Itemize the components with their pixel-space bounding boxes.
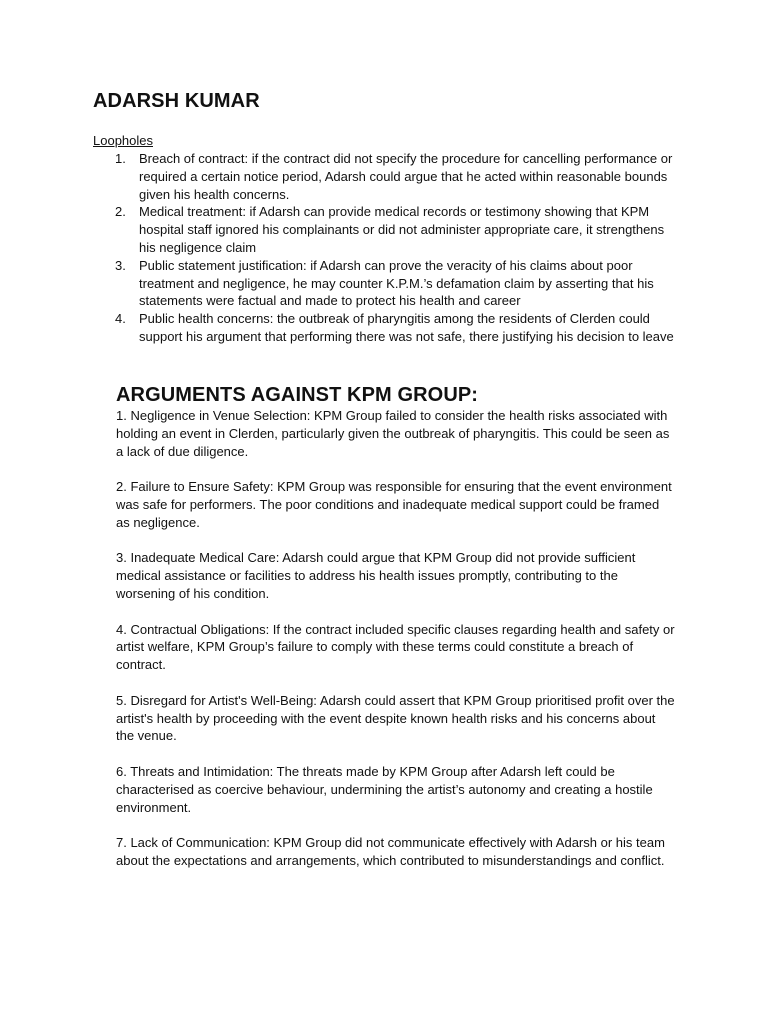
arguments-section xyxy=(116,407,676,888)
loophole-text: Breach of contract: if the contract did not specify the procedure for cancelling performance or required a certain notice period, Adarsh could argue that he acted within reasonable bounds given his health concerns. xyxy=(139,151,673,202)
argument-paragraph: 6. Threats and Intimidation: The threats made by KPM Group after Adarsh left could be characterised as coercive behaviour, undermining the artist’s autonomy and creating a hostile environment. xyxy=(116,763,653,815)
loophole-number: 1. xyxy=(115,151,126,166)
argument-paragraph: 7. Lack of Communication: KPM Group did not communicate effectively with Adarsh or his team about the expectations and arrangements, which contributed to misunderstandings and conflict. xyxy=(116,835,665,868)
loophole-item xyxy=(93,203,683,256)
arguments-heading: ARGUMENTS AGAINST KPM GROUP: xyxy=(116,384,479,406)
argument-paragraph: 1. Negligence in Venue Selection: KPM Group failed to consider the health risks associated with holding an event in Clerden, particularly given the outbreak of pharyngitis. This could be seen as a lack of due diligence. xyxy=(116,408,670,459)
loophole-item xyxy=(93,310,683,346)
loophole-item xyxy=(93,257,683,310)
loopholes-label: Loopholes xyxy=(93,133,153,148)
loophole-item xyxy=(93,150,683,203)
argument-paragraph: 4. Contractual Obligations: If the contract included specific clauses regarding health and safety or artist welfare, KPM Group’s failure to comply with these terms could constitute a breach of contract. xyxy=(116,621,675,673)
document-title: ADARSH KUMAR xyxy=(93,90,260,112)
loophole-text: Public health concerns: the outbreak of pharyngitis among the residents of Clerden could support his argument that performing there was not safe, there justifying his decision to leave xyxy=(139,311,674,344)
loophole-number: 3. xyxy=(115,257,126,273)
loophole-number: 2. xyxy=(115,204,126,220)
argument-paragraph: 5. Disregard for Artist's Well-Being: Adarsh could assert that KPM Group prioritised profit over the artist's health by proceeding with the event despite known health risks and his concerns about the venue. xyxy=(116,692,675,744)
argument-paragraph: 3. Inadequate Medical Care: Adarsh could argue that KPM Group did not provide sufficient medical assistance or facilities to address his health issues promptly, contributing to the worsening of his condition. xyxy=(116,550,636,601)
loophole-text: Public statement justification: if Adarsh can prove the veracity of his claims about poor treatment and negligence, he may counter K.P.M.’s defamation claim by asserting that his statements were factual and made to protect his health and career xyxy=(139,257,654,309)
loophole-text: Medical treatment: if Adarsh can provide medical records or testimony showing that KPM hospital staff ignored his complainants or did not administer appropriate care, it strengthens his negligence claim xyxy=(139,204,665,255)
argument-paragraph: 2. Failure to Ensure Safety: KPM Group was responsible for ensuring that the event environment was safe for performers. The poor conditions and inadequate medical support could be framed as negligence. xyxy=(116,479,672,530)
loopholes-list xyxy=(93,150,683,346)
loophole-number: 4. xyxy=(115,311,126,327)
